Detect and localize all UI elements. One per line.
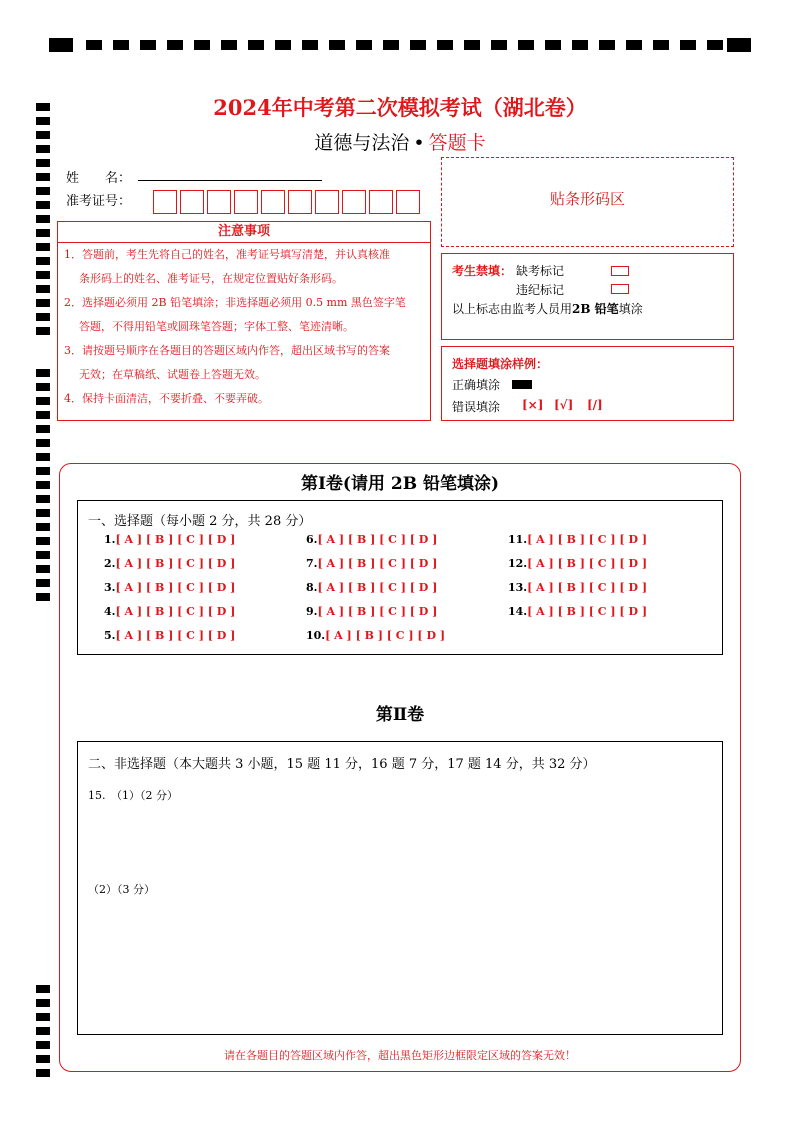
choice-options[interactable]: [ A ] [ B ] [ C ] [ D ] [115,629,236,642]
choice-options[interactable]: [ A ] [ B ] [ C ] [ D ] [527,557,648,570]
notice-title: 注意事项 [57,221,431,243]
question-15-2: （2）（3 分） [88,883,155,896]
id-digit-box[interactable] [396,190,420,214]
choice-options[interactable]: [ A ] [ B ] [ C ] [ D ] [527,605,648,618]
choice-question[interactable] [104,605,235,618]
id-digit-box[interactable] [234,190,258,214]
question-number: 6. [306,533,318,546]
choice-question[interactable] [508,533,647,546]
absent-mark-box[interactable] [611,266,629,276]
question-number: 13. [508,581,528,594]
exam-title: 2024年中考第二次模拟考试（湖北卷） [213,95,587,120]
wrong-label: 错误填涂 [452,400,501,414]
id-digit-box[interactable] [153,190,177,214]
part1-title: 第Ⅰ卷(请用 2B 铅笔填涂) [300,474,500,494]
id-digit-box[interactable] [315,190,339,214]
non-choice-box[interactable] [77,741,723,1035]
footer-warning: 请在各题目的答题区域内作答，超出黑色矩形边框限定区域的答案无效！ [224,1049,576,1062]
choice-question[interactable] [104,533,235,546]
choice-question[interactable] [306,581,437,594]
question-number: 9. [306,605,318,618]
notice-line: 4．保持卡面清洁，不要折叠、不要弄破。 [64,392,269,405]
id-digit-box[interactable] [180,190,204,214]
name-field[interactable] [138,180,322,181]
non-choice-section-title: 二、非选择题（本大题共 3 小题，15 题 11 分，16 题 7 分，17 题 14 分，共 32 分） [88,757,596,772]
choice-question[interactable] [306,557,437,570]
prohibit-box [441,253,734,340]
id-digit-box[interactable] [369,190,393,214]
question-number: 12. [508,557,528,570]
wrong-mark-3: [/] [587,398,603,412]
sample-box [441,346,734,421]
notice-line: 1．答题前，考生先将自己的姓名，准考证号填写清楚，并认真核准 [64,248,390,261]
card-name: 答题卡 [428,132,486,154]
barcode-area[interactable] [441,157,734,247]
choice-question[interactable] [508,557,647,570]
id-digit-box[interactable] [261,190,285,214]
id-digit-box[interactable] [288,190,312,214]
notice-line: 条形码上的姓名、准考证号，在规定位置贴好条形码。 [79,272,343,285]
choice-question[interactable] [306,605,437,618]
choice-options[interactable]: [ A ] [ B ] [ C ] [ D ] [325,629,446,642]
choice-options[interactable]: [ A ] [ B ] [ C ] [ D ] [115,605,236,618]
question-15-1: 15. （1）（2 分） [88,789,178,802]
choice-question[interactable] [306,629,445,642]
id-digit-box[interactable] [342,190,366,214]
subject-name: 道德与法治 [314,132,410,154]
notice-line: 答题，不得用铅笔或圆珠笔答题；字体工整、笔迹清晰。 [79,320,354,333]
name-label: 姓 名： [66,171,132,186]
choice-options[interactable]: [ A ] [ B ] [ C ] [ D ] [527,533,648,546]
prohibit-label: 考生禁填： [452,264,513,278]
choice-options[interactable]: [ A ] [ B ] [ C ] [ D ] [115,557,236,570]
subject-title [0,128,800,155]
id-label: 准考证号： [66,194,132,209]
id-digit-box[interactable] [207,190,231,214]
question-number: 4. [104,605,116,618]
question-number: 5. [104,629,116,642]
choice-question[interactable] [104,557,235,570]
sample-title: 选择题填涂样例： [452,357,549,371]
correct-fill-example [512,380,532,389]
correct-label: 正确填涂 [452,378,501,392]
question-number: 2. [104,557,116,570]
question-number: 7. [306,557,318,570]
question-number: 11. [508,533,528,546]
question-number: 3. [104,581,116,594]
question-number: 14. [508,605,528,618]
separator-dot: • [413,132,425,154]
prohibit-note [452,300,643,317]
choice-question[interactable] [508,605,647,618]
wrong-mark-1: [×] [522,398,544,412]
question-number: 10. [306,629,326,642]
prohibit-note-post: 填涂 [618,302,643,316]
question-number: 1. [104,533,116,546]
choice-question[interactable] [104,629,235,642]
prohibit-note-pre: 以上标志由监考人员用 [452,302,573,316]
notice-line: 3．请按题号顺序在各题目的答题区域内作答，超出区域书写的答案 [64,344,390,357]
wrong-mark-2: [√] [554,398,574,412]
choice-options[interactable]: [ A ] [ B ] [ C ] [ D ] [317,557,438,570]
violation-label: 违纪标记 [516,283,565,297]
choice-options[interactable]: [ A ] [ B ] [ C ] [ D ] [317,581,438,594]
choice-options[interactable]: [ A ] [ B ] [ C ] [ D ] [115,533,236,546]
choice-options[interactable]: [ A ] [ B ] [ C ] [ D ] [527,581,648,594]
part2-title: 第Ⅱ卷 [375,705,425,725]
choice-question[interactable] [508,581,647,594]
choice-question[interactable] [104,581,235,594]
choice-section-title: 一、选择题（每小题 2 分，共 28 分） [88,514,312,529]
absent-label: 缺考标记 [516,264,565,278]
choice-options[interactable]: [ A ] [ B ] [ C ] [ D ] [317,533,438,546]
choice-question[interactable] [306,533,437,546]
prohibit-note-bold: 2B 铅笔 [572,302,619,316]
notice-line: 无效；在草稿纸、试题卷上答题无效。 [79,368,266,381]
notice-line: 2．选择题必须用 2B 铅笔填涂；非选择题必须用 0.5 mm 黑色签字笔 [64,296,406,309]
violation-mark-box[interactable] [611,284,629,294]
choice-options[interactable]: [ A ] [ B ] [ C ] [ D ] [115,581,236,594]
question-number: 8. [306,581,318,594]
barcode-label: 贴条形码区 [549,190,625,208]
choice-options[interactable]: [ A ] [ B ] [ C ] [ D ] [317,605,438,618]
